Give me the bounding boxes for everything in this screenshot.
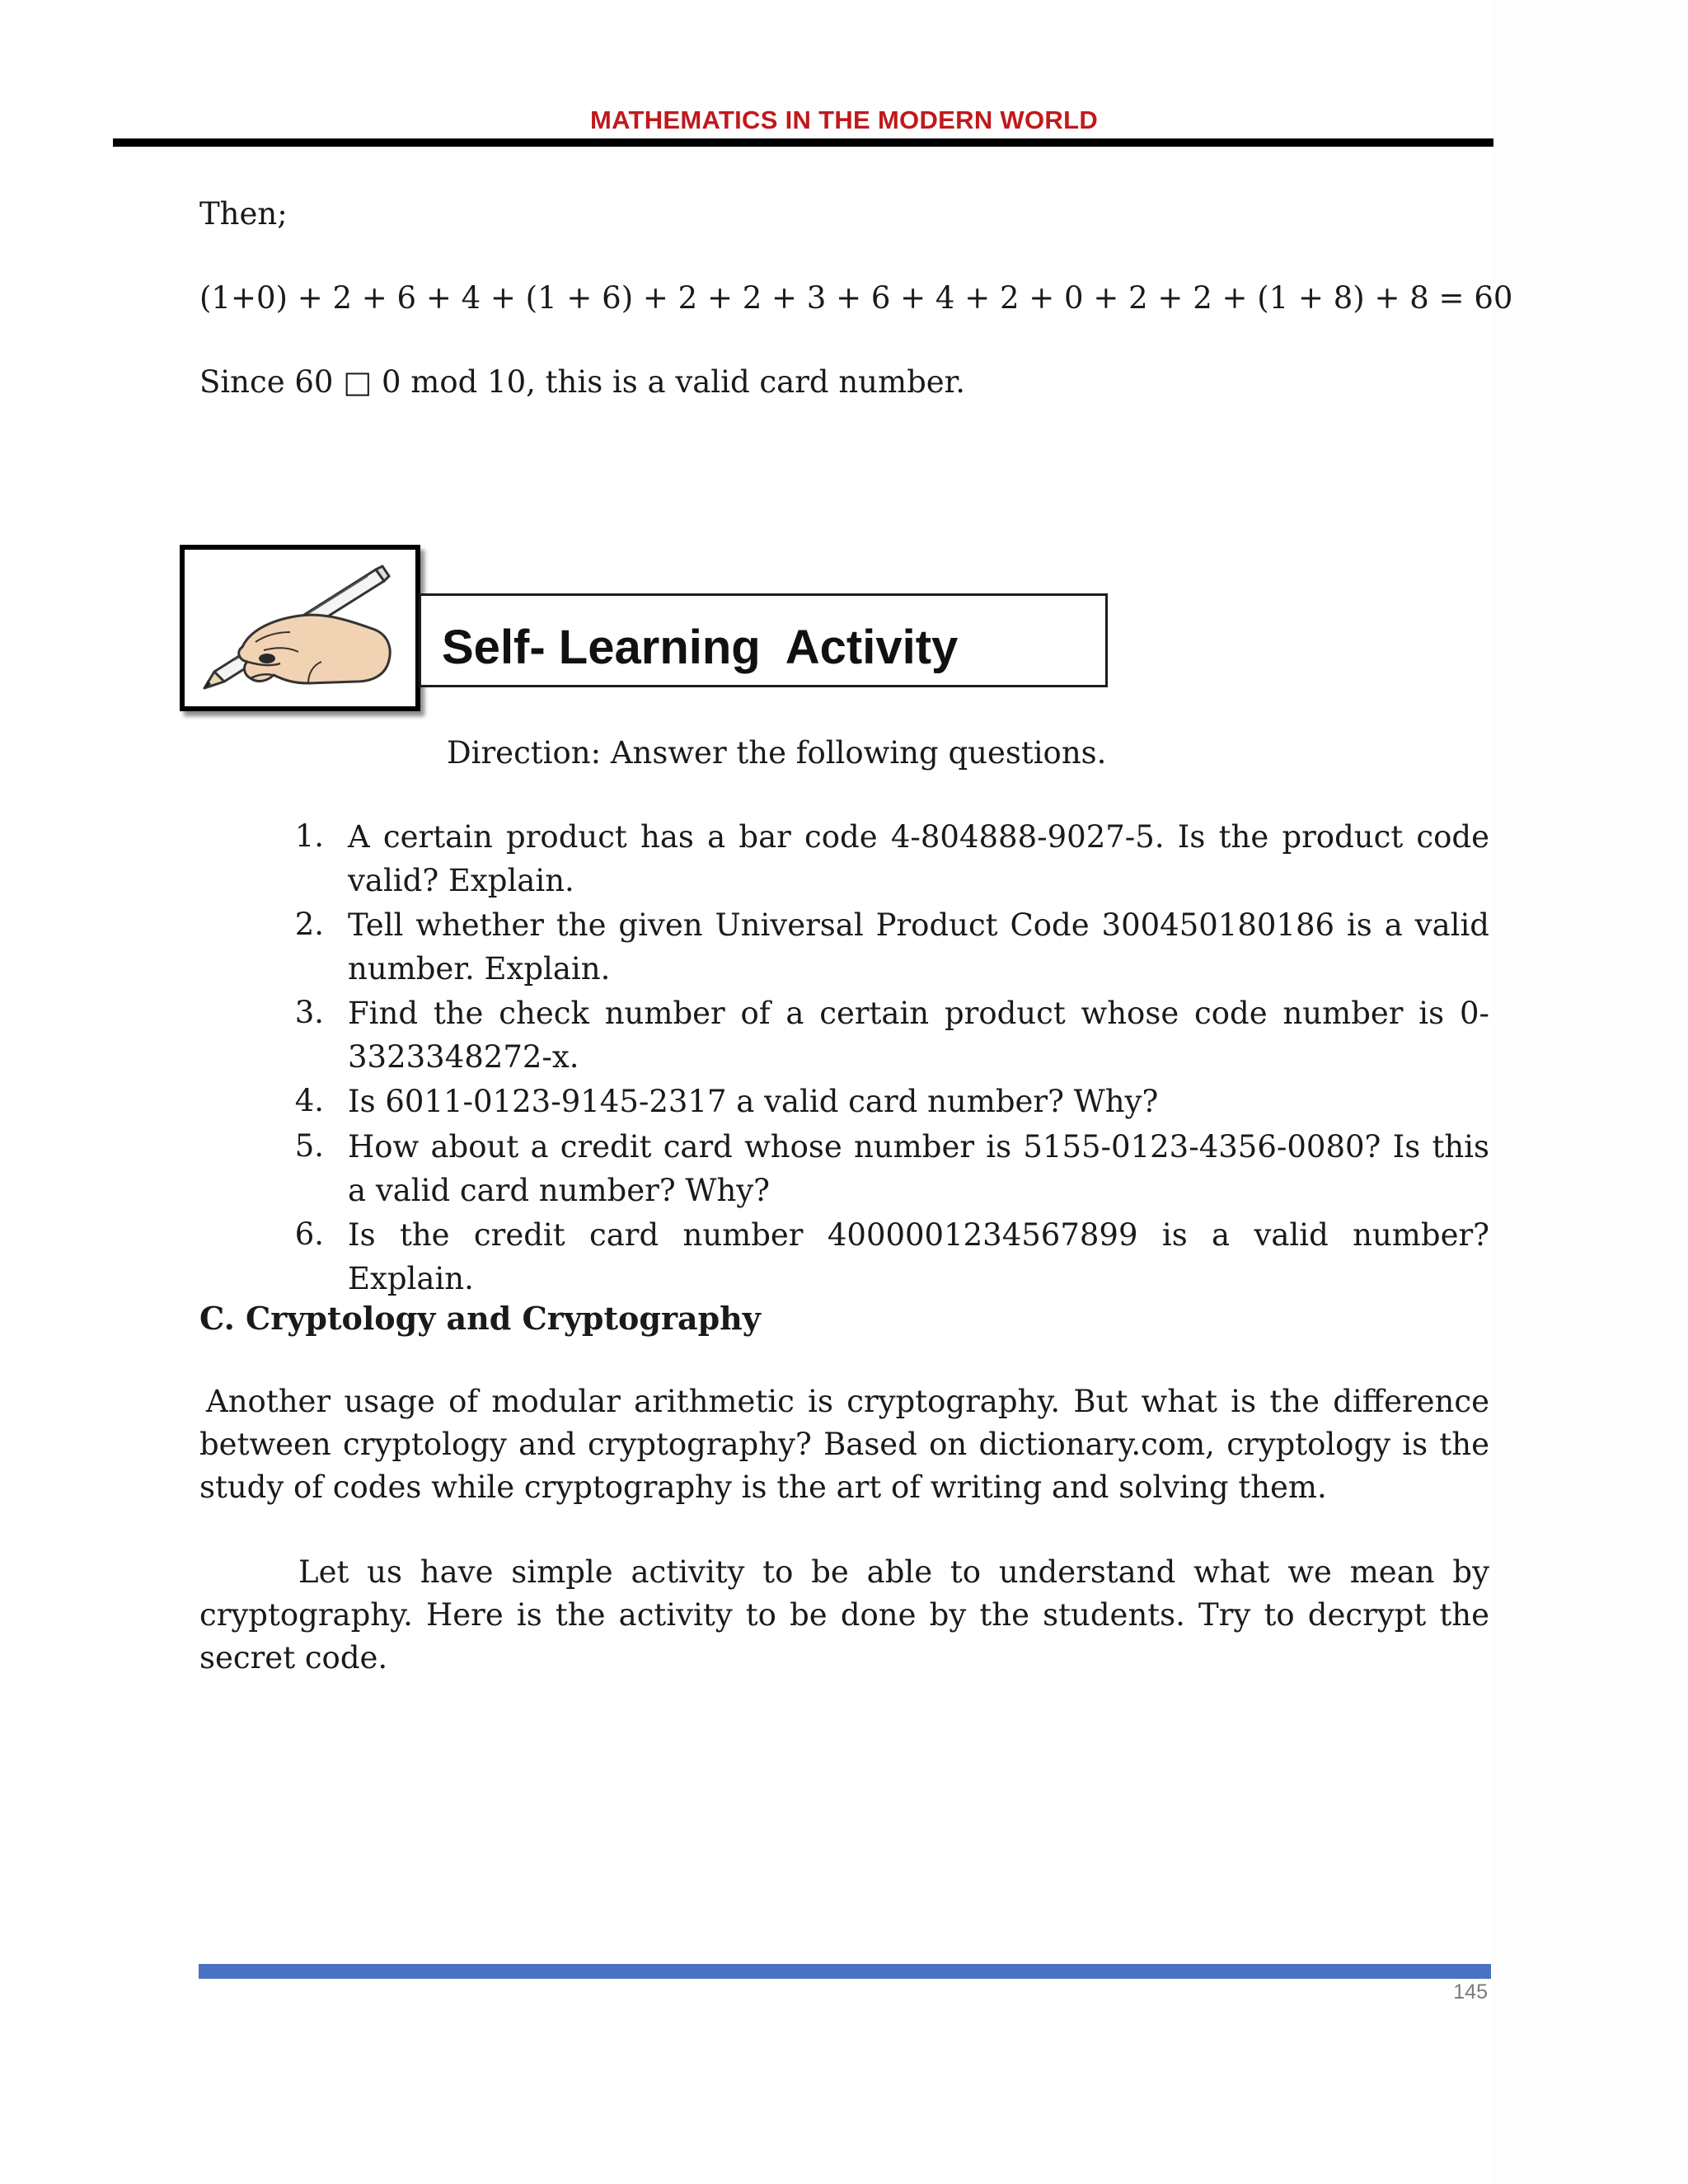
question-text: Find the check number of a certain product whose code number is 0-3323348272-x. [348, 996, 1489, 1075]
footer-rule [199, 1964, 1491, 1979]
then-text: Then; [199, 196, 288, 232]
question-number: 5. [294, 1128, 324, 1164]
activity-icon-frame [180, 545, 420, 711]
section-heading: C. Cryptology and Cryptography [199, 1300, 761, 1337]
question-text: Is 6011-0123-9145-2317 a valid card number? Why? [348, 1084, 1159, 1119]
luhn-sum-equation: (1+0) + 2 + 6 + 4 + (1 + 6) + 2 + 2 + 3 + 6 + 4 + 2 + 0 + 2 + 2 + (1 + 8) + 8 = 60 [199, 280, 1513, 316]
question-number: 1. [294, 818, 324, 854]
activity-title-box [419, 593, 1108, 687]
activity-title: Self- Learning Activity [442, 621, 959, 674]
question-text: Tell whether the given Universal Product Code 300450180186 is a valid number. Explain. [348, 907, 1489, 987]
question-text: Is the credit card number 4000001234567899 is a valid number? Explain. [348, 1217, 1489, 1296]
question-number: 2. [294, 907, 324, 942]
validity-conclusion: Since 60 □ 0 mod 10, this is a valid card number. [199, 364, 966, 400]
hand-writing-with-pencil-icon [185, 550, 415, 706]
cryptology-paragraph: Another usage of modular arithmetic is cryptography. But what is the difference between cryptology and cryptography? Based on dictionary.com, cryptology is the study of codes while cryptography is the art of writing and solving them. [199, 1384, 1489, 1505]
activity-paragraph: Let us have simple activity to be able to understand what we mean by cryptography. Here is the activity to be done by the students. Try to decrypt the secret code. [199, 1554, 1489, 1675]
question-number: 4. [294, 1083, 324, 1118]
question-text: How about a credit card whose number is 5155-0123-4356-0080? Is this a valid card number? Why? [348, 1129, 1489, 1208]
question-text: A certain product has a bar code 4-804888-9027-5. Is the product code valid? Explain. [348, 819, 1489, 898]
question-number: 3. [294, 995, 324, 1030]
question-number: 6. [294, 1216, 324, 1252]
running-header-title: MATHEMATICS IN THE MODERN WORLD [589, 105, 1099, 134]
header-rule [113, 138, 1493, 147]
page-number: 145 [1453, 1980, 1488, 2004]
activity-direction: Direction: Answer the following questions. [447, 735, 1107, 771]
